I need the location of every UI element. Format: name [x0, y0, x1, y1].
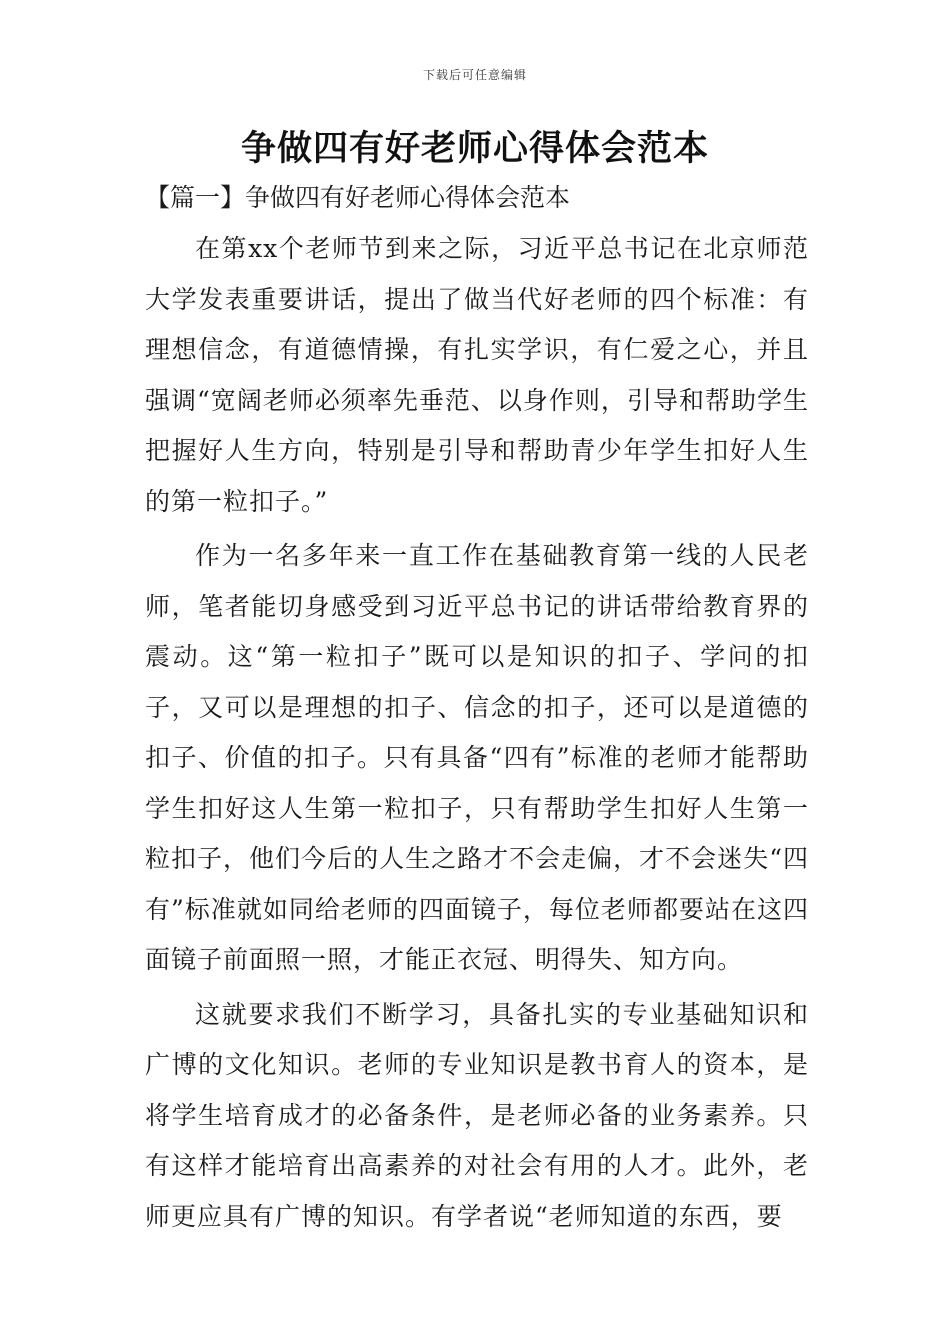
paragraph-3: 这就要求我们不断学习，具备扎实的专业基础知识和广博的文化知识。老师的专业知识是教书育人的资本，是将学生培育成才的必备条件，是老师必备的业务素养。只有这样才能培育出高素养的对社会有用的人才。此外，老师更应具有广博的知识。有学者说“老师知道的东西，要: [145, 999, 809, 1231]
section-heading: 【篇一】争做四有好老师心得体会范本: [145, 183, 571, 212]
paragraph-1: 在第xx个老师节到来之际，习近平总书记在北京师范大学发表重要讲话，提出了做当代好老师的四个标准：有理想信念，有道德情操，有扎实学识，有仁爱之心，并且强调“宽阔老师必须率先垂范、以身作则，引导和帮助学生把握好人生方向，特别是引导和帮助青少年学生扣好人生的第一粒扣子。”: [145, 234, 809, 516]
paragraph-2: 作为一名多年来一直工作在基础教育第一线的人民老师，笔者能切身感受到习近平总书记的讲话带给教育界的震动。这“第一粒扣子”既可以是知识的扣子、学问的扣子，又可以是理想的扣子、信念的扣子，还可以是道德的扣子、价值的扣子。只有具备“四有”标准的老师才能帮助学生扣好这人生第一粒扣子，只有帮助学生扣好人生第一粒扣子，他们今后的人生之路才不会走偏，才不会迷失“四有”标准就如同给老师的四面镜子，每位老师都要站在这四面镜子前面照一照，才能正衣冠、明得失、知方向。: [145, 541, 809, 974]
document-body: [145, 224, 809, 1246]
document-title: 争做四有好老师心得体会范本: [240, 128, 709, 169]
header-note: 下载后可任意编辑: [422, 68, 527, 82]
